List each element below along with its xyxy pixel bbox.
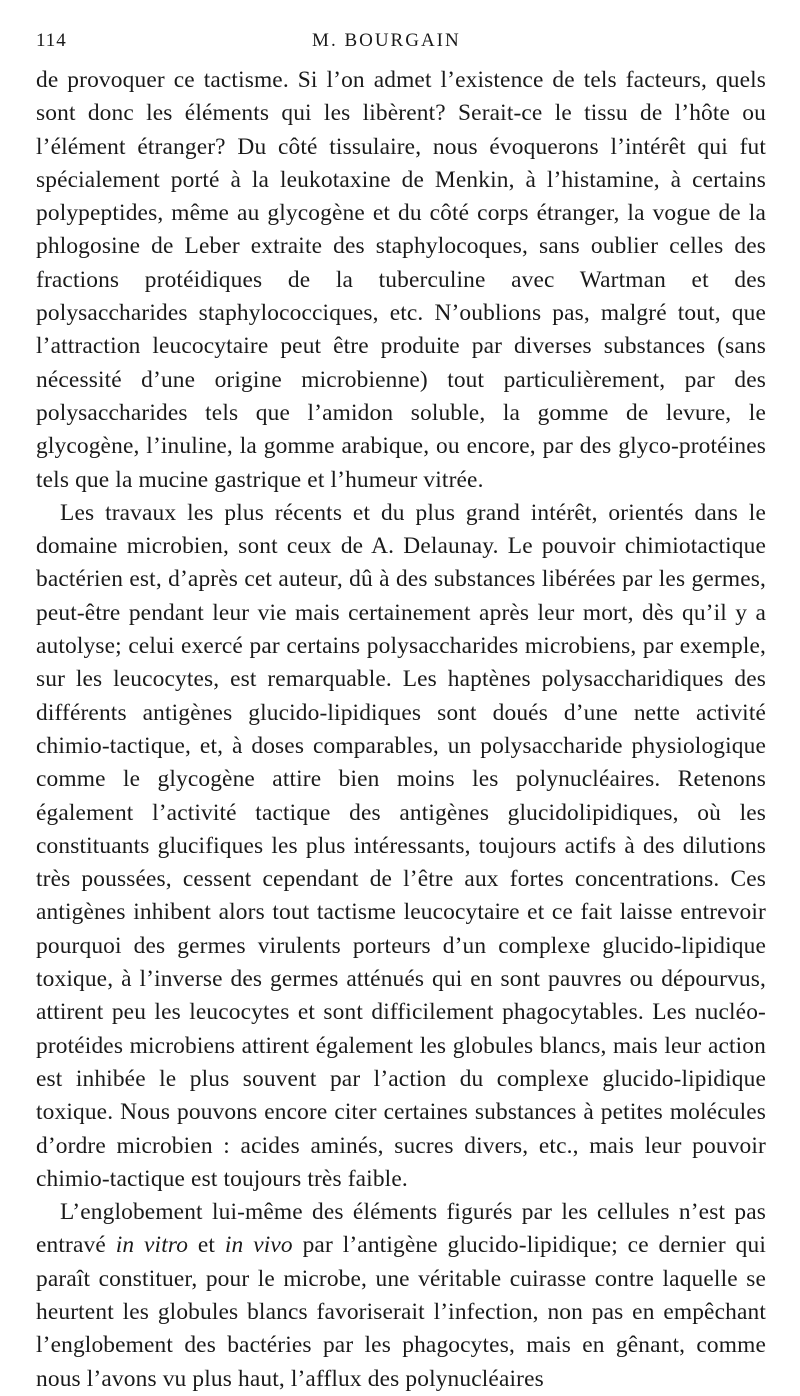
italic-term: in vitro <box>115 1232 189 1259</box>
document-page <box>36 30 766 1396</box>
text-span: par l’antigène glucido-lipidique; ce dernier qui paraît constituer, pour le microbe, une véritable cuirasse contre laquelle se heurtent les globules blancs favoriserait l’infection, non pas en empêchant l’englobement des bactéries par les phagocytes, mais en gênant, comme nous l’avons vu plus haut, l’afflux des polynucléaires <box>36 1232 766 1392</box>
page-number: 114 <box>36 30 67 51</box>
italic-term: in vivo <box>224 1232 293 1259</box>
page-header <box>36 30 766 64</box>
paragraph-continuation: de provoquer ce tactisme. Si l’on admet l’existence de tels facteurs, quels sont donc les éléments qui les libèrent? Serait-ce le tissu de l’hôte ou l’élément étranger? Du côté tissulaire, nous évoquerons l’intérêt qui fut spécialement porté à la leukotaxine de Menkin, à l’histamine, à certains polypeptides, même au glycogène et du côté corps étranger, la vogue de la phlogosine de Leber extraite des staphylocoques, sans oublier celles des fractions protéidiques de la tuberculine avec Wartman et des polysaccharides staphylococciques, etc. N’oublions pas, malgré tout, que l’attraction leucocytaire peut être produite par diverses substances (sans nécessité d’une origine microbienne) tout particulièrement, par des polysaccharides tels que l’amidon soluble, la gomme de levure, le glycogène, l’inuline, la gomme arabique, ou encore, par des glyco-protéines tels que la mucine gastrique et l’humeur vitrée. <box>36 67 766 493</box>
paragraph-delaunay: Les travaux les plus récents et du plus grand intérêt, orientés dans le domaine microbien, sont ceux de A. Delaunay. Le pouvoir chimiotactique bactérien est, d’après cet auteur, dû à des substances libérées par les germes, peut-être pendant leur vie mais certainement après leur mort, dès qu’il y a autolyse; celui exercé par certains polysaccharides microbiens, par exemple, sur les leucocytes, est remarquable. Les haptènes polysaccharidiques des différents antigènes glucido-lipidiques sont doués d’une nette activité chimio-tactique, et, à doses comparables, un polysaccharide physiologique comme le glycogène attire bien moins les polynucléaires. Retenons également l’activité tactique des antigènes glucidolipidiques, où les constituants glucifiques les plus intéressants, toujours actifs à des dilutions très poussées, cessent cependant de l’être aux fortes concentrations. Ces antigènes inhibent alors tout tactisme leucocytaire et ce fait laisse entrevoir pourquoi des germes virulents porteurs d’un complexe glucido-lipidique toxique, à l’inverse des germes atténués qui en sont pauvres ou dépourvus, attirent peu les leucocytes et sont difficilement phagocytables. Les nucléo-protéides microbiens attirent également les globules blancs, mais leur action est inhibée le plus souvent par l’action du complexe glucido-lipidique toxique. Nous pouvons encore citer certaines substances à petites molécules d’ordre microbien : acides aminés, sucres divers, etc., mais leur pouvoir chimio-tactique est toujours très faible. <box>36 499 766 1192</box>
text-span: et <box>188 1232 225 1259</box>
running-head: M. BOURGAIN <box>312 30 461 51</box>
text-span: L’englobement lui-même des éléments figurés par les cellules n’est pas entravé <box>36 1199 766 1259</box>
paragraph-englobement <box>36 1196 766 1396</box>
